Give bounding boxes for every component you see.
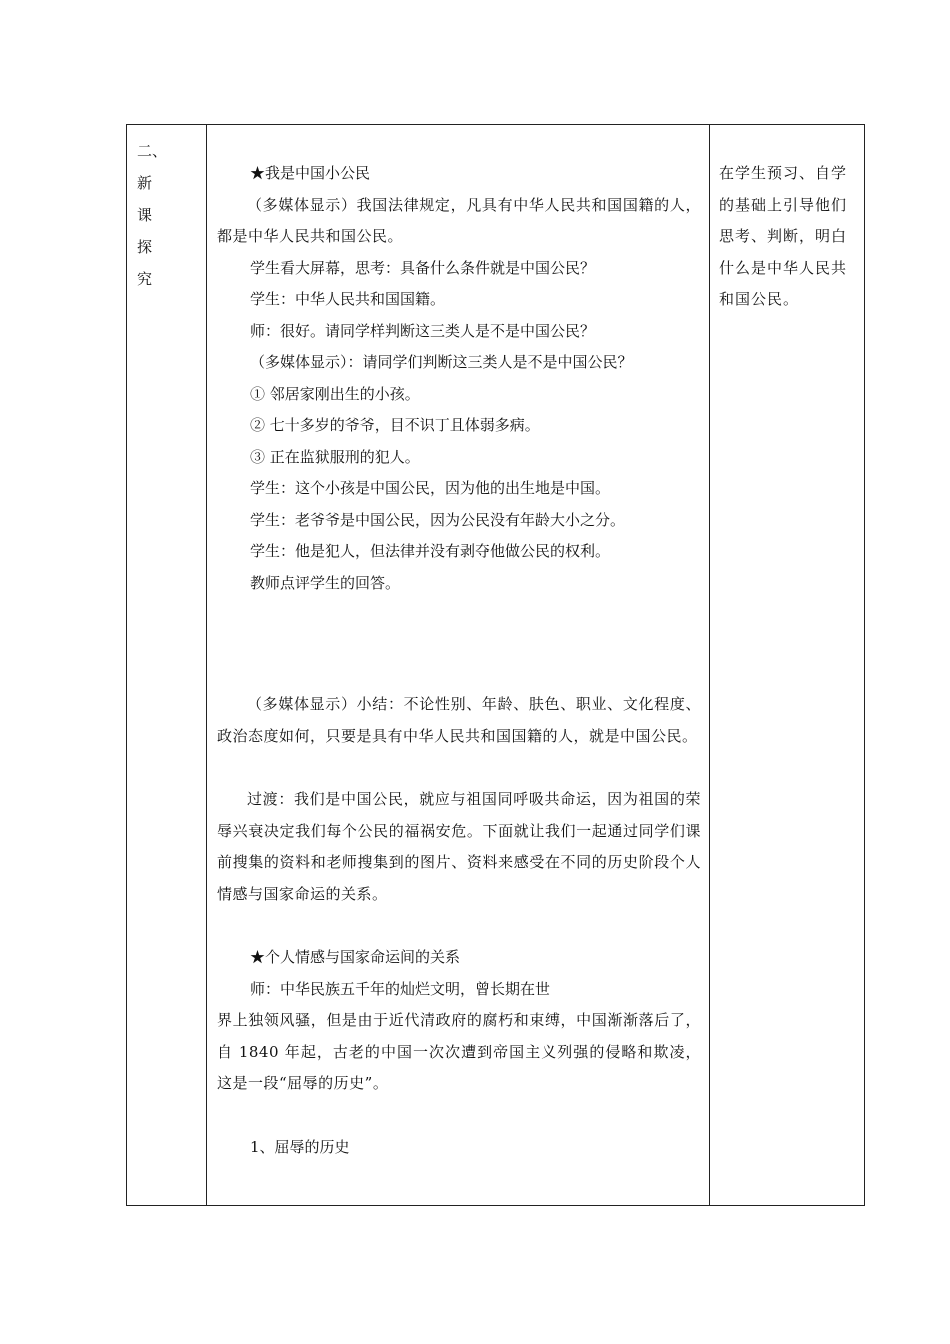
note-line: 在学生预习、自学 — [719, 164, 848, 182]
text-line: 学生：中华人民共和国国籍。 — [250, 290, 446, 308]
section-label-line: 新 — [137, 174, 153, 192]
list-item: ③ 正在监狱服刑的犯人。 — [250, 447, 420, 466]
list-item: ① 邻居家刚出生的小孩。 — [250, 384, 420, 403]
text-line: 师：中华民族五千年的灿烂文明，曾长期在世 — [250, 979, 551, 998]
section-heading: ★个人情感与国家命运间的关系 — [250, 948, 461, 966]
text-line: 学生：他是犯人，但法律并没有剥夺他做公民的权利。 — [250, 542, 611, 560]
section-label-line: 二、 — [137, 142, 168, 160]
table-row — [127, 125, 865, 1206]
text-line: 教师点评学生的回答。 — [250, 573, 401, 592]
summary-paragraph: （多媒体显示）小结：不论性别、年龄、肤色、职业、文化程度、政治态度如何，只要是具有中华人民共和国国籍的人，就是中国公民。 — [217, 695, 701, 745]
text-line: 师：很好。请同学样判断这三类人是不是中国公民？ — [250, 321, 596, 340]
text-line: 学生看大屏幕，思考：具备什么条件就是中国公民？ — [250, 258, 596, 277]
text-line: （多媒体显示）：请同学们判断这三类人是不是中国公民？ — [250, 353, 633, 371]
design-intent-cell — [710, 125, 865, 1206]
text-line: 学生：这个小孩是中国公民，因为他的出生地是中国。 — [250, 479, 611, 497]
section-label-line: 究 — [137, 270, 153, 288]
note-line: 和国公民。 — [719, 290, 800, 308]
note-line: 的基础上引导他们 — [719, 195, 848, 214]
section-heading: ★我是中国小公民 — [250, 164, 371, 182]
paragraph: 界上独领风骚，但是由于近代清政府的腐朽和束缚，中国渐渐落后了，自 1840 年起，古老的中国一次次遭到帝国主义列强的侵略和欺凌，这是一段“屈辱的历史”。 — [217, 1011, 701, 1092]
section-label-line: 课 — [137, 206, 153, 224]
text-line: 学生：老爷爷是中国公民，因为公民没有年龄大小之分。 — [250, 510, 626, 529]
subsection-heading: 1、屈辱的历史 — [250, 1137, 350, 1156]
paragraph: （多媒体显示）我国法律规定，凡具有中华人民共和国国籍的人，都是中华人民共和国公民。 — [217, 195, 701, 245]
teaching-content-cell — [207, 125, 710, 1206]
lesson-plan-table — [126, 124, 865, 1206]
section-label-line: 探 — [137, 238, 153, 256]
note-line: 思考、判断，明白 — [719, 227, 848, 245]
transition-paragraph: 过渡：我们是中国公民，就应与祖国同呼吸共命运，因为祖国的荣辱兴衰决定我们每个公民的福祸安危。下面就让我们一起通过同学们课前搜集的资料和老师搜集到的图片、资料来感受在不同的历史阶段个人情感与国家命运的关系。 — [217, 790, 701, 903]
section-label-cell — [127, 125, 207, 1206]
list-item: ② 七十多岁的爷爷，目不识丁且体弱多病。 — [250, 416, 540, 434]
note-line: 什么是中华人民共 — [719, 258, 848, 277]
